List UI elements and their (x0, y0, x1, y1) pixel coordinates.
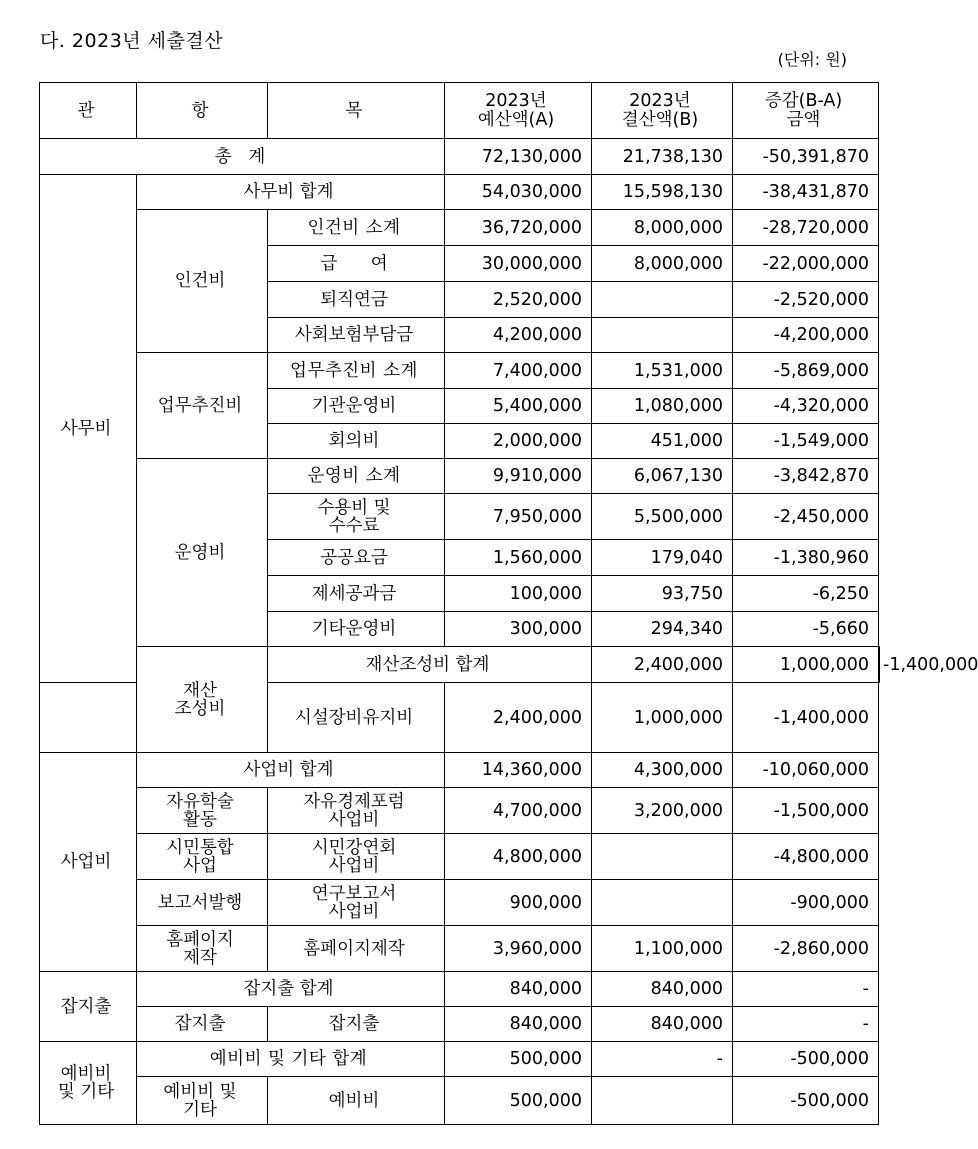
hang-personnel: 인건비 (137, 210, 268, 353)
mok-cell: 기관운영비 (268, 389, 445, 424)
hang-operation: 운영비 (137, 459, 268, 647)
budget-cell: 300,000 (445, 612, 592, 647)
difference-cell: -2,450,000 (733, 494, 879, 540)
mok-cell: 공공요금 (268, 540, 445, 576)
budget-cell: 5,400,000 (445, 389, 592, 424)
settlement-cell: 93,750 (592, 576, 733, 612)
budget-cell: 54,030,000 (445, 175, 592, 210)
difference-cell: -2,860,000 (733, 926, 879, 972)
table-row (40, 1077, 880, 1125)
budget-cell: 4,700,000 (445, 788, 592, 834)
budget-cell: 100,000 (445, 576, 592, 612)
difference-cell: -5,660 (733, 612, 879, 647)
hang-cell: 시민통합 사업 (137, 834, 268, 880)
budget-cell: 7,400,000 (445, 353, 592, 389)
table-row (40, 880, 880, 926)
difference-cell: -5,869,000 (733, 353, 879, 389)
gwan-office: 사무비 (40, 175, 137, 683)
settlement-cell: 1,080,000 (592, 389, 733, 424)
mok-cell: 사회보험부담금 (268, 318, 445, 353)
difference-cell: -1,400,000 (879, 647, 880, 683)
settlement-cell (592, 318, 733, 353)
budget-cell: 2,400,000 (445, 683, 592, 753)
difference-cell: -3,842,870 (733, 459, 879, 494)
page-title: 다. 2023년 세출결산 (40, 30, 224, 52)
subtotal-label: 잡지출 합계 (137, 972, 445, 1007)
budget-cell: 2,000,000 (445, 424, 592, 459)
unit-label: (단위: 원) (777, 50, 847, 69)
settlement-cell: 6,067,130 (592, 459, 733, 494)
mok-cell: 잡지출 (268, 1007, 445, 1042)
hang-cell: 잡지출 (137, 1007, 268, 1042)
settlement-cell: 15,598,130 (592, 175, 733, 210)
budget-cell: 3,960,000 (445, 926, 592, 972)
settlement-cell: 1,000,000 (592, 683, 733, 753)
table-row (40, 753, 880, 788)
difference-cell: -4,200,000 (733, 318, 879, 353)
gwan-project: 사업비 (40, 753, 137, 972)
mok-cell: 급 여 (268, 246, 445, 282)
budget-cell: 4,200,000 (445, 318, 592, 353)
total-budget: 72,130,000 (445, 139, 592, 175)
mok-cell: 퇴직연금 (268, 282, 445, 318)
table-row (40, 926, 880, 972)
mok-cell: 운영비 소계 (268, 459, 445, 494)
difference-cell: - (733, 972, 879, 1007)
mok-cell: 예비비 (268, 1077, 445, 1125)
table-row (40, 972, 880, 1007)
gwan-property: 재산 조성비 (137, 647, 268, 753)
gwan-misc: 잡지출 (40, 972, 137, 1042)
mok-cell: 업무추진비 소계 (268, 353, 445, 389)
difference-cell: -1,380,960 (733, 540, 879, 576)
budget-cell: 4,800,000 (445, 834, 592, 880)
table-row (40, 788, 880, 834)
settlement-cell: 451,000 (592, 424, 733, 459)
settlement-cell: 8,000,000 (592, 210, 733, 246)
budget-cell: 30,000,000 (445, 246, 592, 282)
hang-cell: 홈페이지 제작 (137, 926, 268, 972)
subtotal-label: 재산조성비 합계 (268, 647, 592, 683)
mok-cell: 회의비 (268, 424, 445, 459)
difference-cell: -22,000,000 (733, 246, 879, 282)
settlement-cell: 1,531,000 (592, 353, 733, 389)
budget-cell: 7,950,000 (445, 494, 592, 540)
budget-cell: 840,000 (445, 972, 592, 1007)
difference-cell: -500,000 (733, 1042, 879, 1077)
total-label: 총 계 (40, 139, 445, 175)
difference-cell: -500,000 (733, 1077, 879, 1125)
difference-cell: -1,500,000 (733, 788, 879, 834)
mok-cell: 자유경제포럼 사업비 (268, 788, 445, 834)
difference-cell: -1,400,000 (733, 683, 879, 753)
budget-cell: 500,000 (445, 1042, 592, 1077)
budget-cell: 14,360,000 (445, 753, 592, 788)
difference-cell: -10,060,000 (733, 753, 879, 788)
table-row (40, 834, 880, 880)
difference-cell: -2,520,000 (733, 282, 879, 318)
settlement-cell: 8,000,000 (592, 246, 733, 282)
difference-cell: -6,250 (733, 576, 879, 612)
header-difference: 증감(B-A) 금액 (733, 83, 879, 139)
budget-cell: 900,000 (445, 880, 592, 926)
settlement-cell: 294,340 (592, 612, 733, 647)
budget-cell: 500,000 (445, 1077, 592, 1125)
subtotal-label: 사무비 합계 (137, 175, 445, 210)
settlement-cell: 5,500,000 (592, 494, 733, 540)
settlement-cell: 1,100,000 (592, 926, 733, 972)
settlement-cell: 840,000 (592, 972, 733, 1007)
settlement-cell: 3,200,000 (592, 788, 733, 834)
hang-business-promotion: 업무추진비 (137, 353, 268, 459)
hang-cell (40, 683, 137, 753)
header-row (40, 83, 880, 139)
settlement-cell: 179,040 (592, 540, 733, 576)
table-row (40, 175, 880, 210)
budget-cell: 9,910,000 (445, 459, 592, 494)
mok-cell: 시설장비유지비 (268, 683, 445, 753)
subtotal-label: 예비비 및 기타 합계 (137, 1042, 445, 1077)
settlement-cell (592, 1077, 733, 1125)
total-settlement: 21,738,130 (592, 139, 733, 175)
header-mok: 목 (268, 83, 445, 139)
header-settlement: 2023년 결산액(B) (592, 83, 733, 139)
table-row (40, 1007, 880, 1042)
header-gwan: 관 (40, 83, 137, 139)
mok-cell: 홈페이지제작 (268, 926, 445, 972)
table-row (40, 1042, 880, 1077)
hang-cell: 자유학술 활동 (137, 788, 268, 834)
hang-cell: 보고서발행 (137, 880, 268, 926)
table-row (40, 459, 880, 494)
settlement-cell: 4,300,000 (592, 753, 733, 788)
budget-cell: 1,560,000 (445, 540, 592, 576)
header-budget: 2023년 예산액(A) (445, 83, 592, 139)
total-row (40, 139, 880, 175)
settlement-cell: 840,000 (592, 1007, 733, 1042)
table-row (40, 353, 880, 389)
settlement-cell (592, 834, 733, 880)
gwan-reserve: 예비비 및 기타 (40, 1042, 137, 1125)
budget-cell: 2,520,000 (445, 282, 592, 318)
budget-cell: 2,400,000 (592, 647, 733, 683)
mok-cell: 기타운영비 (268, 612, 445, 647)
expenditure-table (39, 82, 978, 1125)
mok-cell: 인건비 소계 (268, 210, 445, 246)
difference-cell: -1,549,000 (733, 424, 879, 459)
subtotal-label: 사업비 합계 (137, 753, 445, 788)
mok-cell: 연구보고서 사업비 (268, 880, 445, 926)
difference-cell: -28,720,000 (733, 210, 879, 246)
table-row (40, 647, 880, 683)
mok-cell: 시민강연회 사업비 (268, 834, 445, 880)
settlement-cell (592, 880, 733, 926)
mok-cell: 제세공과금 (268, 576, 445, 612)
settlement-cell (592, 282, 733, 318)
header-hang: 항 (137, 83, 268, 139)
table-row (40, 210, 880, 246)
difference-cell: -4,320,000 (733, 389, 879, 424)
difference-cell: -900,000 (733, 880, 879, 926)
settlement-cell: - (592, 1042, 733, 1077)
total-difference: -50,391,870 (733, 139, 879, 175)
difference-cell: - (733, 1007, 879, 1042)
mok-cell: 수용비 및 수수료 (268, 494, 445, 540)
difference-cell: -38,431,870 (733, 175, 879, 210)
budget-cell: 840,000 (445, 1007, 592, 1042)
settlement-cell: 1,000,000 (733, 647, 879, 683)
difference-cell: -4,800,000 (733, 834, 879, 880)
budget-cell: 36,720,000 (445, 210, 592, 246)
hang-cell: 예비비 및 기타 (137, 1077, 268, 1125)
